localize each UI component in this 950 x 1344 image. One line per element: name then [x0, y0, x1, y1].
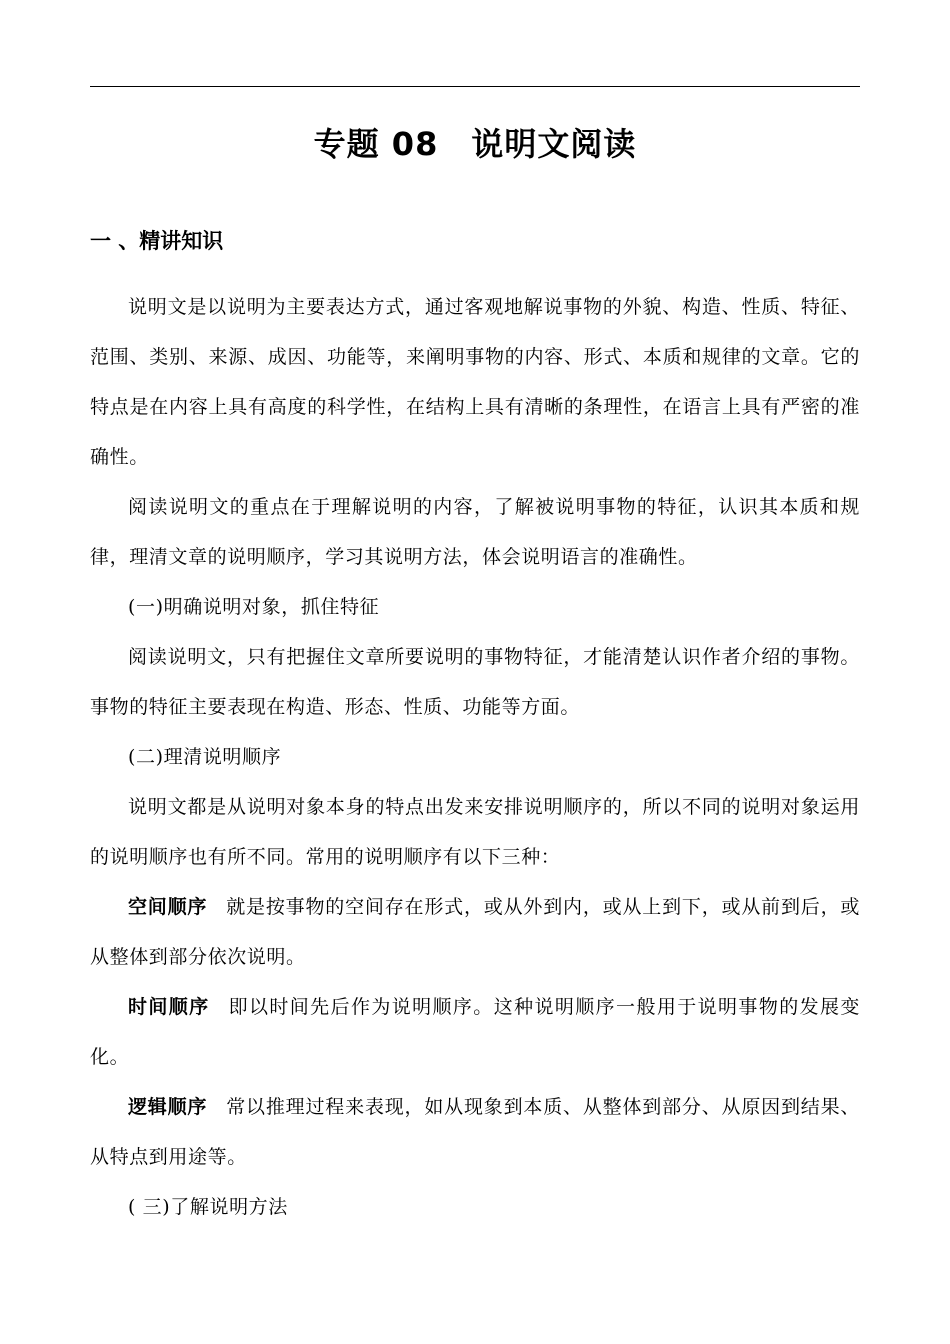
order-temporal [90, 982, 860, 1082]
page-title: 专题 08 说明文阅读 [313, 125, 637, 163]
order-term: 逻辑顺序 [128, 1096, 208, 1118]
order-spatial [90, 882, 860, 982]
subheading-1: (一)明确说明对象，抓住特征 [128, 596, 380, 618]
subsection-1-text: 阅读说明文，只有把握住文章所要说明的事物特征，才能清楚认识作者介绍的事物。事物的特征主要表现在构造、形态、性质、功能等方面。 [90, 646, 860, 718]
subheading-2: (二)理清说明顺序 [128, 746, 282, 768]
intro-paragraph-1: 说明文是以说明为主要表达方式，通过客观地解说事物的外貌、构造、性质、特征、范围、类别、来源、成因、功能等，来阐明事物的内容、形式、本质和规律的文章。它的特点是在内容上具有高度的科学性，在结构上具有清晰的条理性，在语言上具有严密的准确性。 [90, 296, 860, 468]
subheading-3: ( 三)了解说明方法 [128, 1196, 288, 1218]
order-description: 常以推理过程来表现，如从现象到本质、从整体到部分、从原因到结果、从特点到用途等。 [90, 1096, 860, 1168]
order-term: 空间顺序 [128, 896, 208, 918]
order-logical [90, 1082, 860, 1182]
document-body [90, 282, 860, 1232]
intro-paragraph-2: 阅读说明文的重点在于理解说明的内容，了解被说明事物的特征，认识其本质和规律，理清文章的说明顺序，学习其说明方法，体会说明语言的准确性。 [90, 496, 860, 568]
subsection-2-text: 说明文都是从说明对象本身的特点出发来安排说明顺序的，所以不同的说明对象运用的说明顺序也有所不同。常用的说明顺序有以下三种： [90, 796, 860, 868]
order-description: 就是按事物的空间存在形式，或从外到内，或从上到下，或从前到后，或从整体到部分依次说明。 [90, 896, 860, 968]
section-heading: 一 、精讲知识 [90, 229, 224, 253]
header-rule [90, 86, 860, 87]
order-term: 时间顺序 [128, 996, 210, 1018]
order-description: 即以时间先后作为说明顺序。这种说明顺序一般用于说明事物的发展变化。 [90, 996, 860, 1068]
